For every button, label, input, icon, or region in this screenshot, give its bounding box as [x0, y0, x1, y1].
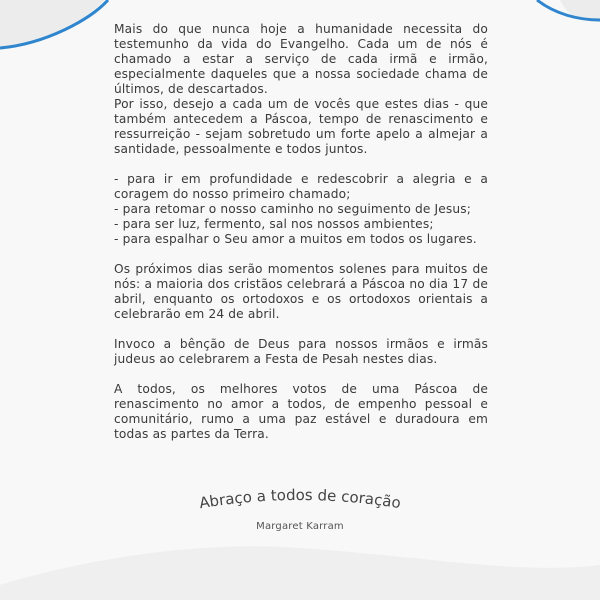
signer-name: Margaret Karram [256, 521, 344, 532]
bullet-3: - para ser luz, fermento, sal nos nossos ambientes; [114, 217, 434, 231]
bullet-2: - para retomar o nosso caminho no seguimento de Jesus; [114, 202, 472, 216]
letter-body [114, 22, 488, 442]
paragraph-3: Os próximos dias serão momentos solenes para muitos de nós: a maioria dos cristãos celebrará a Páscoa no dia 17 de abril, enquanto os ortodoxos e os ortodoxos orientais a celebrarão em 24 de abril. [114, 262, 488, 321]
paragraph-1: Mais do que nunca hoje a humanidade necessita do testemunho da vida do Evangelho. Cada um de nós é chamado a estar a serviço de cada irmã e irmão, especialmente daqueles que a nossa sociedade chama de últimos, de descartados. [114, 22, 488, 96]
svg-text:Abraço a todos de coração [198, 486, 402, 512]
closing-text: Abraço a todos de coração [197, 485, 403, 513]
bullet-1: - para ir em profundidade e redescobrir a alegria e a coragem do nosso primeiro chamado; [114, 172, 488, 201]
closing-greeting [170, 482, 430, 522]
paragraph-4: Invoco a bênção de Deus para nossos irmãos e irmãs judeus ao celebrarem a Festa de Pesah nestes dias. [114, 337, 488, 366]
paragraph-2: Por isso, desejo a cada um de vocês que estes dias - que também antecedem a Páscoa, tempo de renascimento e ressurreição - sejam sobretudo um forte apelo a almejar a santidade, pessoalmente e todos juntos. [114, 97, 488, 156]
bullet-4: - para espalhar o Seu amor a muitos em todos os lugares. [114, 232, 477, 246]
paragraph-5: A todos, os melhores votos de uma Páscoa de renascimento no amor a todos, de empenho pessoal e comunitário, rumo a uma paz estável e duradoura em todas as partes da Terra. [114, 382, 488, 441]
